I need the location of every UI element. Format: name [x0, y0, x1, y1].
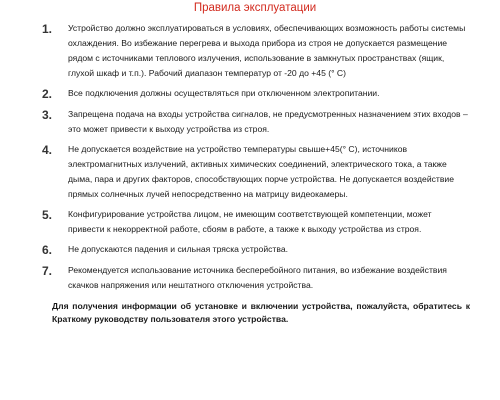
footer-note: Для получения информации об установке и включении устройства, пожалуйста, обратитесь к Краткому руководству пользователя этого устройства.: [52, 301, 470, 324]
rule-number: 2.: [42, 87, 53, 101]
rule-text: Все подключения должны осуществляться при отключенном электропитании.: [68, 88, 380, 98]
rule-text: Не допускается воздействие на устройство температуры свыше+45(° С), источников электромагнитных излучений, активных химических соединений, электрического тока, а также дыма, пара и других факторов, способствующих порче устройства. Не допускается воздействие прямых солнечных лучей непосредственно на матрицу видеокамеры.: [68, 144, 455, 199]
page-title: Правила эксплуатации: [193, 2, 317, 14]
rule-item-6: [40, 242, 470, 258]
rule-number: 3.: [42, 108, 53, 122]
rule-item-3: [40, 107, 470, 137]
rule-number: 7.: [42, 264, 53, 278]
rule-text: Устройство должно эксплуатироваться в условиях, обеспечивающих возможность работы системы охлаждения. Во избежание перегрева и выхода прибора из строя не допускается размещение рядом с источниками теплового излучения, использование в замкнутых пространствах (ящик, глухой шкаф и т.п.). Рабочий диапазон температур от -20 до +45 (° С): [68, 23, 466, 78]
rule-text: Рекомендуется использование источника бесперебойного питания, во избежание воздействия скачков напряжения или нештатного отключения устройства.: [68, 265, 447, 290]
rule-item-7: [40, 263, 470, 293]
rule-text: Запрещена подача на входы устройства сигналов, не предусмотренных назначением этих входов – это может привести к выходу устройства из строя.: [68, 109, 468, 134]
rule-number: 6.: [42, 243, 53, 257]
rules-list: [40, 21, 470, 293]
rule-item-1: [40, 21, 470, 81]
rule-item-4: [40, 142, 470, 202]
rule-text: Конфигурирование устройства лицом, не имеющим соответствующей компетенции, может привести к некорректной работе, сбоям в работе, а также к выходу устройства из строя.: [68, 209, 432, 234]
rule-text: Не допускаются падения и сильная тряска устройства.: [68, 244, 288, 254]
rule-number: 1.: [42, 22, 53, 36]
rule-item-5: [40, 207, 470, 237]
rule-number: 5.: [42, 208, 53, 222]
rule-number: 4.: [42, 143, 53, 157]
rule-item-2: [40, 86, 470, 102]
